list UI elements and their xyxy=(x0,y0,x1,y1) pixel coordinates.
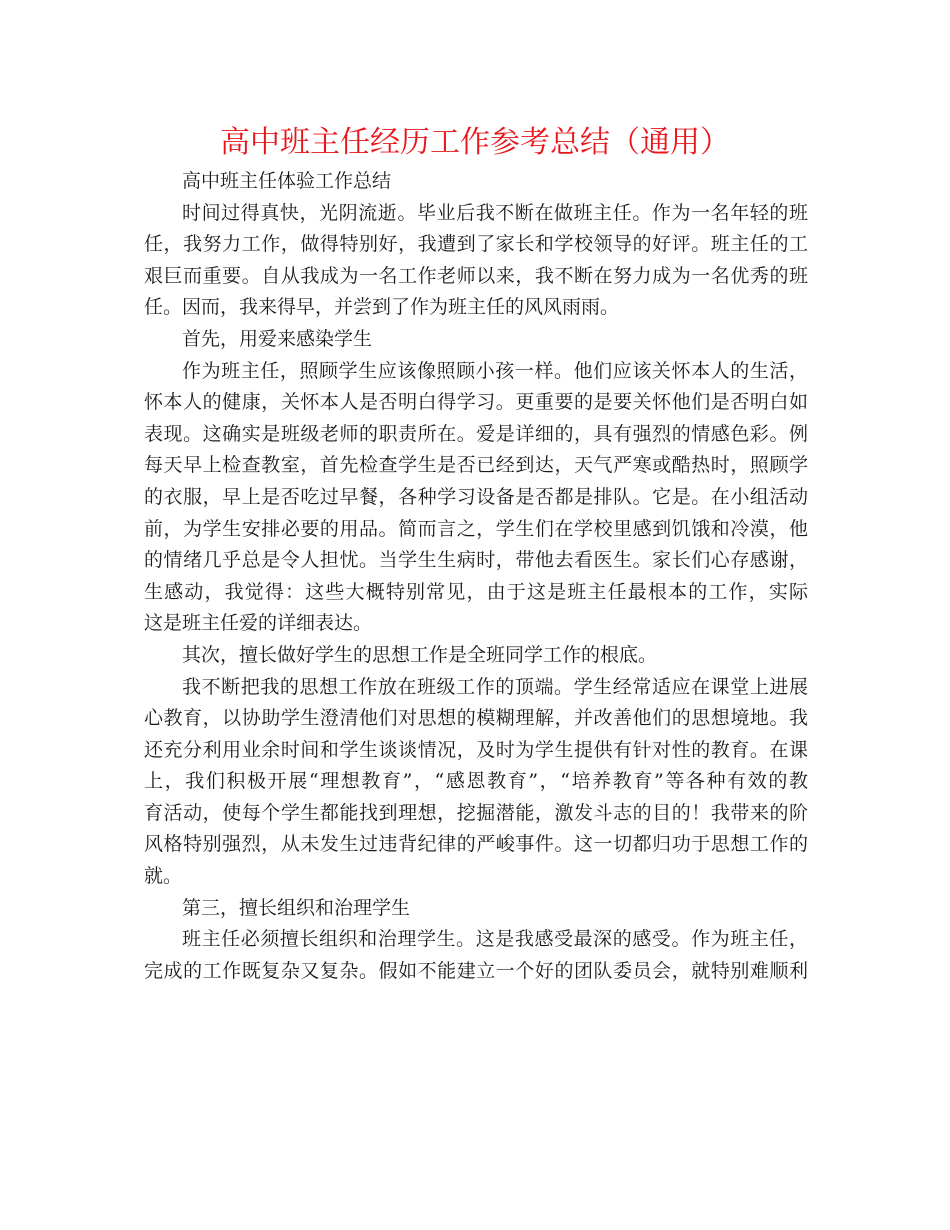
body-line: 艰巨而重要。自从我成为一名工作老师以来，我不断在努力成为一名优秀的班 xyxy=(144,264,808,287)
document-title: 高中班主任经历工作参考总结（通用） xyxy=(220,125,730,160)
body-line: 的情绪几乎总是令人担忧。当学生生病时，带他去看医生。家长们心存感谢， xyxy=(144,549,808,572)
body-line: 前，为学生安排必要的用品。简而言之，学生们在学校里感到饥饿和冷漠，他 xyxy=(144,517,808,540)
body-line: 完成的工作既复杂又复杂。假如不能建立一个好的团队委员会，就特别难顺利 xyxy=(144,959,808,982)
body-line: 作为班主任，照顾学生应该像照顾小孩一样。他们应该关怀本人的生活， xyxy=(182,359,808,382)
body-line: 第三，擅长组织和治理学生 xyxy=(182,896,411,919)
body-line: 其次，擅长做好学生的思想工作是全班同学工作的根底。 xyxy=(182,643,658,666)
body-line: 表现。这确实是班级老师的职责所在。爱是详细的，具有强烈的情感色彩。例 xyxy=(144,422,808,445)
body-line: 首先，用爱来感染学生 xyxy=(182,327,373,350)
body-line: 风格特别强烈，从未发生过违背纪律的严峻事件。这一切都归功于思想工作的 xyxy=(144,833,808,856)
body-line: 生感动，我觉得：这些大概特别常见，由于这是班主任最根本的工作，实际 xyxy=(144,580,808,603)
body-line: 心教育，以协助学生澄清他们对思想的模糊理解，并改善他们的思想境地。我 xyxy=(144,707,808,730)
body-line: 的衣服，早上是否吃过早餐，各种学习设备是否都是排队。它是。在小组活动 xyxy=(144,485,808,508)
body-line: 班主任必须擅长组织和治理学生。这是我感受最深的感受。作为班主任， xyxy=(182,928,808,951)
body-line: 我不断把我的思想工作放在班级工作的顶端。学生经常适应在课堂上进展 xyxy=(182,675,808,698)
body-line: 上，我们积极开展“理想教育”，“感恩教育”，“培养教育”等各种有效的教 xyxy=(144,770,808,793)
body-line: 高中班主任体验工作总结 xyxy=(182,170,392,192)
body-line: 这是班主任爱的详细表达。 xyxy=(144,612,373,635)
body-line: 任。因而，我来得早，并尝到了作为班主任的风风雨雨。 xyxy=(144,296,620,319)
body-line: 时间过得真快，光阴流逝。毕业后我不断在做班主任。作为一名年轻的班 xyxy=(182,201,808,224)
document-body xyxy=(144,166,808,987)
body-line: 任，我努力工作，做得特别好，我遭到了家长和学校领导的好评。班主任的工 xyxy=(144,233,808,256)
body-line: 就。 xyxy=(144,865,183,888)
body-line: 还充分利用业余时间和学生谈谈情况，及时为学生提供有针对性的教育。在课 xyxy=(144,738,808,761)
body-line: 怀本人的健康，关怀本人是否明白得学习。更重要的是要关怀他们是否明白如 xyxy=(144,391,808,414)
body-line: 育活动，使每个学生都能找到理想，挖掘潜能，激发斗志的目的！我带来的阶 xyxy=(144,801,808,824)
body-line: 每天早上检查教室，首先检查学生是否已经到达，天气严寒或酷热时，照顾学 xyxy=(144,454,808,477)
